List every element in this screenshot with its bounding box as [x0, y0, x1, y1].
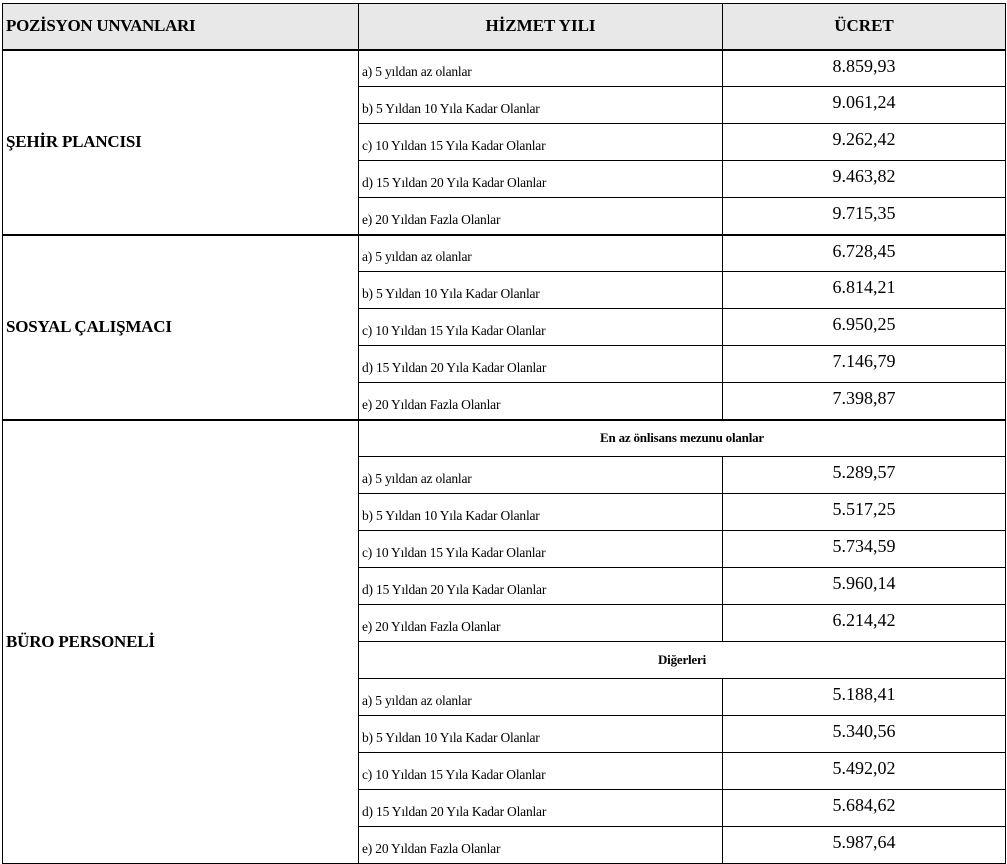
position-title-sosyal-calismaci: SOSYAL ÇALIŞMACI	[3, 235, 359, 420]
wage-table	[2, 3, 1006, 864]
wage-value: 7.146,79	[723, 346, 1006, 383]
service-year-label: c) 10 Yıldan 15 Yıla Kadar Olanlar	[359, 531, 723, 568]
wage-value: 5.517,25	[723, 494, 1006, 531]
wage-value: 5.960,14	[723, 568, 1006, 605]
service-year-label: e) 20 Yıldan Fazla Olanlar	[359, 827, 723, 864]
header-position: POZİSYON UNVANLARI	[3, 4, 359, 50]
service-year-label: d) 15 Yıldan 20 Yıla Kadar Olanlar	[359, 161, 723, 198]
service-year-label: a) 5 yıldan az olanlar	[359, 457, 723, 494]
service-year-label: b) 5 Yıldan 10 Yıla Kadar Olanlar	[359, 272, 723, 309]
wage-value: 6.950,25	[723, 309, 1006, 346]
service-year-label: b) 5 Yıldan 10 Yıla Kadar Olanlar	[359, 494, 723, 531]
wage-value: 9.061,24	[723, 87, 1006, 124]
table-row	[3, 235, 1006, 272]
wage-value: 5.188,41	[723, 679, 1006, 716]
position-title-sehir-plancisi: ŞEHİR PLANCISI	[3, 50, 359, 235]
subgroup-title-onlisans: En az önlisans mezunu olanlar	[359, 420, 1006, 457]
service-year-label: b) 5 Yıldan 10 Yıla Kadar Olanlar	[359, 87, 723, 124]
service-year-label: e) 20 Yıldan Fazla Olanlar	[359, 198, 723, 235]
service-year-label: a) 5 yıldan az olanlar	[359, 679, 723, 716]
position-title-buro-personeli: BÜRO PERSONELİ	[3, 420, 359, 864]
wage-value: 5.289,57	[723, 457, 1006, 494]
wage-value: 6.728,45	[723, 235, 1006, 272]
wage-value: 9.463,82	[723, 161, 1006, 198]
service-year-label: d) 15 Yıldan 20 Yıla Kadar Olanlar	[359, 568, 723, 605]
wage-value: 9.715,35	[723, 198, 1006, 235]
service-year-label: a) 5 yıldan az olanlar	[359, 50, 723, 87]
wage-value: 6.214,42	[723, 605, 1006, 642]
header-wage: ÜCRET	[723, 4, 1006, 50]
service-year-label: a) 5 yıldan az olanlar	[359, 235, 723, 272]
service-year-label: e) 20 Yıldan Fazla Olanlar	[359, 605, 723, 642]
wage-value: 5.492,02	[723, 753, 1006, 790]
wage-value: 8.859,93	[723, 50, 1006, 87]
service-year-label: d) 15 Yıldan 20 Yıla Kadar Olanlar	[359, 346, 723, 383]
wage-value: 5.340,56	[723, 716, 1006, 753]
wage-value: 5.684,62	[723, 790, 1006, 827]
wage-value: 6.814,21	[723, 272, 1006, 309]
service-year-label: c) 10 Yıldan 15 Yıla Kadar Olanlar	[359, 753, 723, 790]
table-row	[3, 50, 1006, 87]
service-year-label: d) 15 Yıldan 20 Yıla Kadar Olanlar	[359, 790, 723, 827]
header-row	[3, 4, 1006, 50]
service-year-label: e) 20 Yıldan Fazla Olanlar	[359, 383, 723, 420]
header-service-years: HİZMET YILI	[359, 4, 723, 50]
subgroup-title-digerleri: Diğerleri	[359, 642, 1006, 679]
wage-value: 5.987,64	[723, 827, 1006, 864]
wage-value: 9.262,42	[723, 124, 1006, 161]
wage-value: 7.398,87	[723, 383, 1006, 420]
subgroup-header-row	[3, 420, 1006, 457]
service-year-label: c) 10 Yıldan 15 Yıla Kadar Olanlar	[359, 124, 723, 161]
service-year-label: c) 10 Yıldan 15 Yıla Kadar Olanlar	[359, 309, 723, 346]
service-year-label: b) 5 Yıldan 10 Yıla Kadar Olanlar	[359, 716, 723, 753]
wage-value: 5.734,59	[723, 531, 1006, 568]
